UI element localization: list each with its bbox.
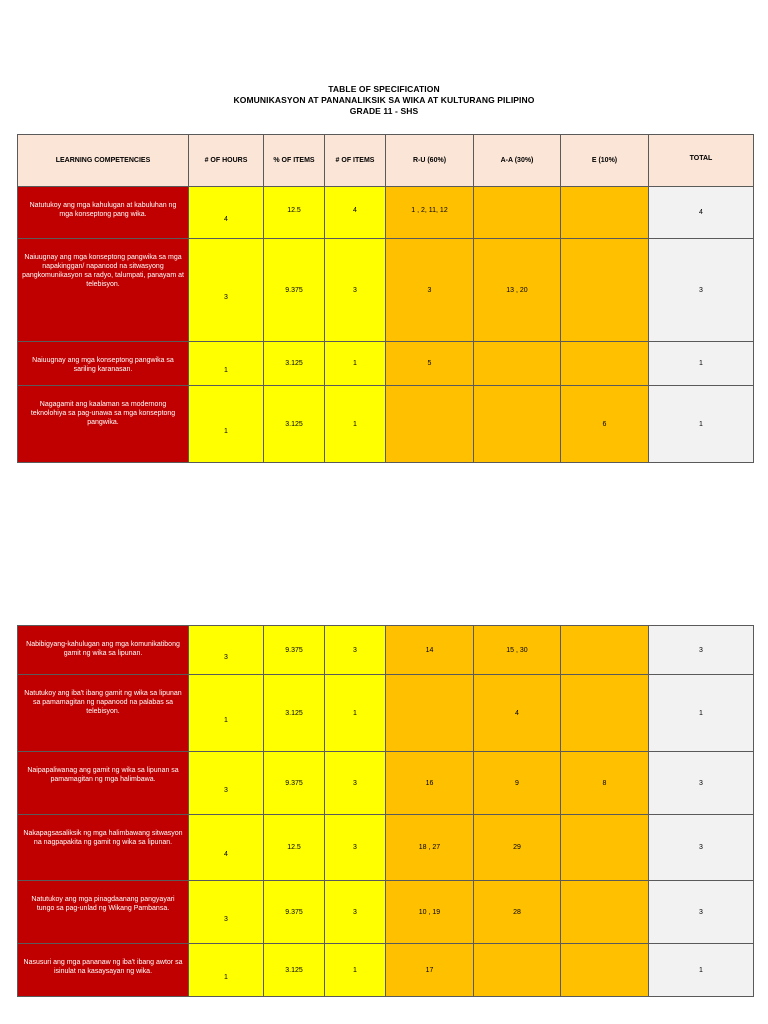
- ru-cell: 5: [386, 342, 474, 386]
- number-items-cell: 1: [325, 944, 386, 997]
- ru-cell: 1 , 2, 11, 12: [386, 187, 474, 239]
- header-learning-competencies: LEARNING COMPETENCIES: [18, 135, 189, 187]
- title-line-1: TABLE OF SPECIFICATION: [328, 84, 440, 94]
- total-cell: 3: [649, 881, 754, 944]
- number-items-cell: 1: [325, 386, 386, 463]
- percent-items-cell: 12.5: [264, 815, 325, 881]
- e-cell: [561, 815, 649, 881]
- total-cell: 3: [649, 815, 754, 881]
- hours-cell: 3: [189, 752, 264, 815]
- e-cell: [561, 187, 649, 239]
- table-row: [18, 815, 754, 881]
- number-items-cell: 3: [325, 626, 386, 675]
- competency-cell: Natutukoy ang mga kahulugan at kabuluhan ng mga konseptong pang wika.: [18, 187, 189, 239]
- competency-cell: Natutukoy ang mga pinagdaanang pangyayari tungo sa pag-unlad ng Wikang Pambansa.: [18, 881, 189, 944]
- percent-items-cell: 9.375: [264, 752, 325, 815]
- e-cell: 6: [561, 386, 649, 463]
- table-header-row: [18, 135, 754, 187]
- competency-cell: Naiuugnay ang mga konseptong pangwika sa sariling karanasan.: [18, 342, 189, 386]
- ru-cell: 18 , 27: [386, 815, 474, 881]
- percent-items-cell: 9.375: [264, 881, 325, 944]
- number-items-cell: 1: [325, 675, 386, 752]
- table-row: [18, 675, 754, 752]
- percent-items-cell: 9.375: [264, 626, 325, 675]
- number-items-cell: 3: [325, 752, 386, 815]
- title-line-3: GRADE 11 - SHS: [349, 106, 419, 116]
- table-row: [18, 386, 754, 463]
- aa-cell: 29: [474, 815, 561, 881]
- table-row: [18, 187, 754, 239]
- hours-cell: 1: [189, 342, 264, 386]
- competency-cell: Nagagamit ang kaalaman sa modernong teknolohiya sa pag-unawa sa mga konseptong pangwika.: [18, 386, 189, 463]
- ru-cell: 17: [386, 944, 474, 997]
- number-items-cell: 4: [325, 187, 386, 239]
- e-cell: [561, 944, 649, 997]
- percent-items-cell: 3.125: [264, 944, 325, 997]
- aa-cell: [474, 187, 561, 239]
- competency-cell: Nasusuri ang mga pananaw ng iba't ibang awtor sa isinulat na kasaysayan ng wika.: [18, 944, 189, 997]
- aa-cell: [474, 944, 561, 997]
- hours-cell: 1: [189, 675, 264, 752]
- percent-items-cell: 9.375: [264, 239, 325, 342]
- percent-items-cell: 12.5: [264, 187, 325, 239]
- e-cell: [561, 675, 649, 752]
- competency-cell: Naiuugnay ang mga konseptong pangwika sa mga napakinggan/ napanood na sitwasyong pangkomunikasyon sa radyo, talumpati, panayam at telebisyon.: [18, 239, 189, 342]
- competency-cell: Nabibigyang-kahulugan ang mga komunikatibong gamit ng wika sa lipunan.: [18, 626, 189, 675]
- title-line-2: KOMUNIKASYON AT PANANALIKSIK SA WIKA AT KULTURANG PILIPINO: [233, 95, 535, 105]
- percent-items-cell: 3.125: [264, 386, 325, 463]
- total-cell: 1: [649, 675, 754, 752]
- competency-cell: Nakapagsasaliksik ng mga halimbawang sitwasyon na nagpapakita ng gamit ng wika sa lipunan.: [18, 815, 189, 881]
- header-hours: # OF HOURS: [189, 135, 264, 187]
- percent-items-cell: 3.125: [264, 675, 325, 752]
- header-e: E (10%): [561, 135, 649, 187]
- header-total: TOTAL: [649, 135, 754, 187]
- hours-cell: 1: [189, 944, 264, 997]
- header-ru: R-U (60%): [386, 135, 474, 187]
- table-row: [18, 626, 754, 675]
- specification-table-bottom: [17, 625, 754, 997]
- number-items-cell: 3: [325, 239, 386, 342]
- e-cell: [561, 239, 649, 342]
- ru-cell: 3: [386, 239, 474, 342]
- aa-cell: 9: [474, 752, 561, 815]
- header-aa: A-A (30%): [474, 135, 561, 187]
- competency-cell: Natutukoy ang iba't ibang gamit ng wika sa lipunan sa pamamagitan ng napanood na palabas sa telebisyon.: [18, 675, 189, 752]
- table-row: [18, 342, 754, 386]
- competency-cell: Naipapaliwanag ang gamit ng wika sa lipunan sa pamamagitan ng mga halimbawa.: [18, 752, 189, 815]
- document-title-block: [0, 84, 768, 117]
- aa-cell: [474, 386, 561, 463]
- number-items-cell: 1: [325, 342, 386, 386]
- aa-cell: 28: [474, 881, 561, 944]
- percent-items-cell: 3.125: [264, 342, 325, 386]
- number-items-cell: 3: [325, 815, 386, 881]
- hours-cell: 4: [189, 187, 264, 239]
- e-cell: [561, 881, 649, 944]
- table-row: [18, 752, 754, 815]
- aa-cell: [474, 342, 561, 386]
- header-percent-items: % OF ITEMS: [264, 135, 325, 187]
- e-cell: [561, 342, 649, 386]
- header-number-items: # OF ITEMS: [325, 135, 386, 187]
- hours-cell: 3: [189, 881, 264, 944]
- total-cell: 4: [649, 187, 754, 239]
- total-cell: 3: [649, 626, 754, 675]
- hours-cell: 3: [189, 239, 264, 342]
- total-cell: 3: [649, 239, 754, 342]
- total-cell: 1: [649, 944, 754, 997]
- aa-cell: 13 , 20: [474, 239, 561, 342]
- hours-cell: 3: [189, 626, 264, 675]
- table-row: [18, 944, 754, 997]
- aa-cell: 4: [474, 675, 561, 752]
- ru-cell: 16: [386, 752, 474, 815]
- total-cell: 1: [649, 342, 754, 386]
- ru-cell: 10 , 19: [386, 881, 474, 944]
- hours-cell: 4: [189, 815, 264, 881]
- table-row: [18, 239, 754, 342]
- ru-cell: 14: [386, 626, 474, 675]
- total-cell: 1: [649, 386, 754, 463]
- specification-table-top: [17, 134, 754, 463]
- e-cell: [561, 626, 649, 675]
- aa-cell: 15 , 30: [474, 626, 561, 675]
- hours-cell: 1: [189, 386, 264, 463]
- table-row: [18, 881, 754, 944]
- total-cell: 3: [649, 752, 754, 815]
- ru-cell: [386, 675, 474, 752]
- ru-cell: [386, 386, 474, 463]
- e-cell: 8: [561, 752, 649, 815]
- number-items-cell: 3: [325, 881, 386, 944]
